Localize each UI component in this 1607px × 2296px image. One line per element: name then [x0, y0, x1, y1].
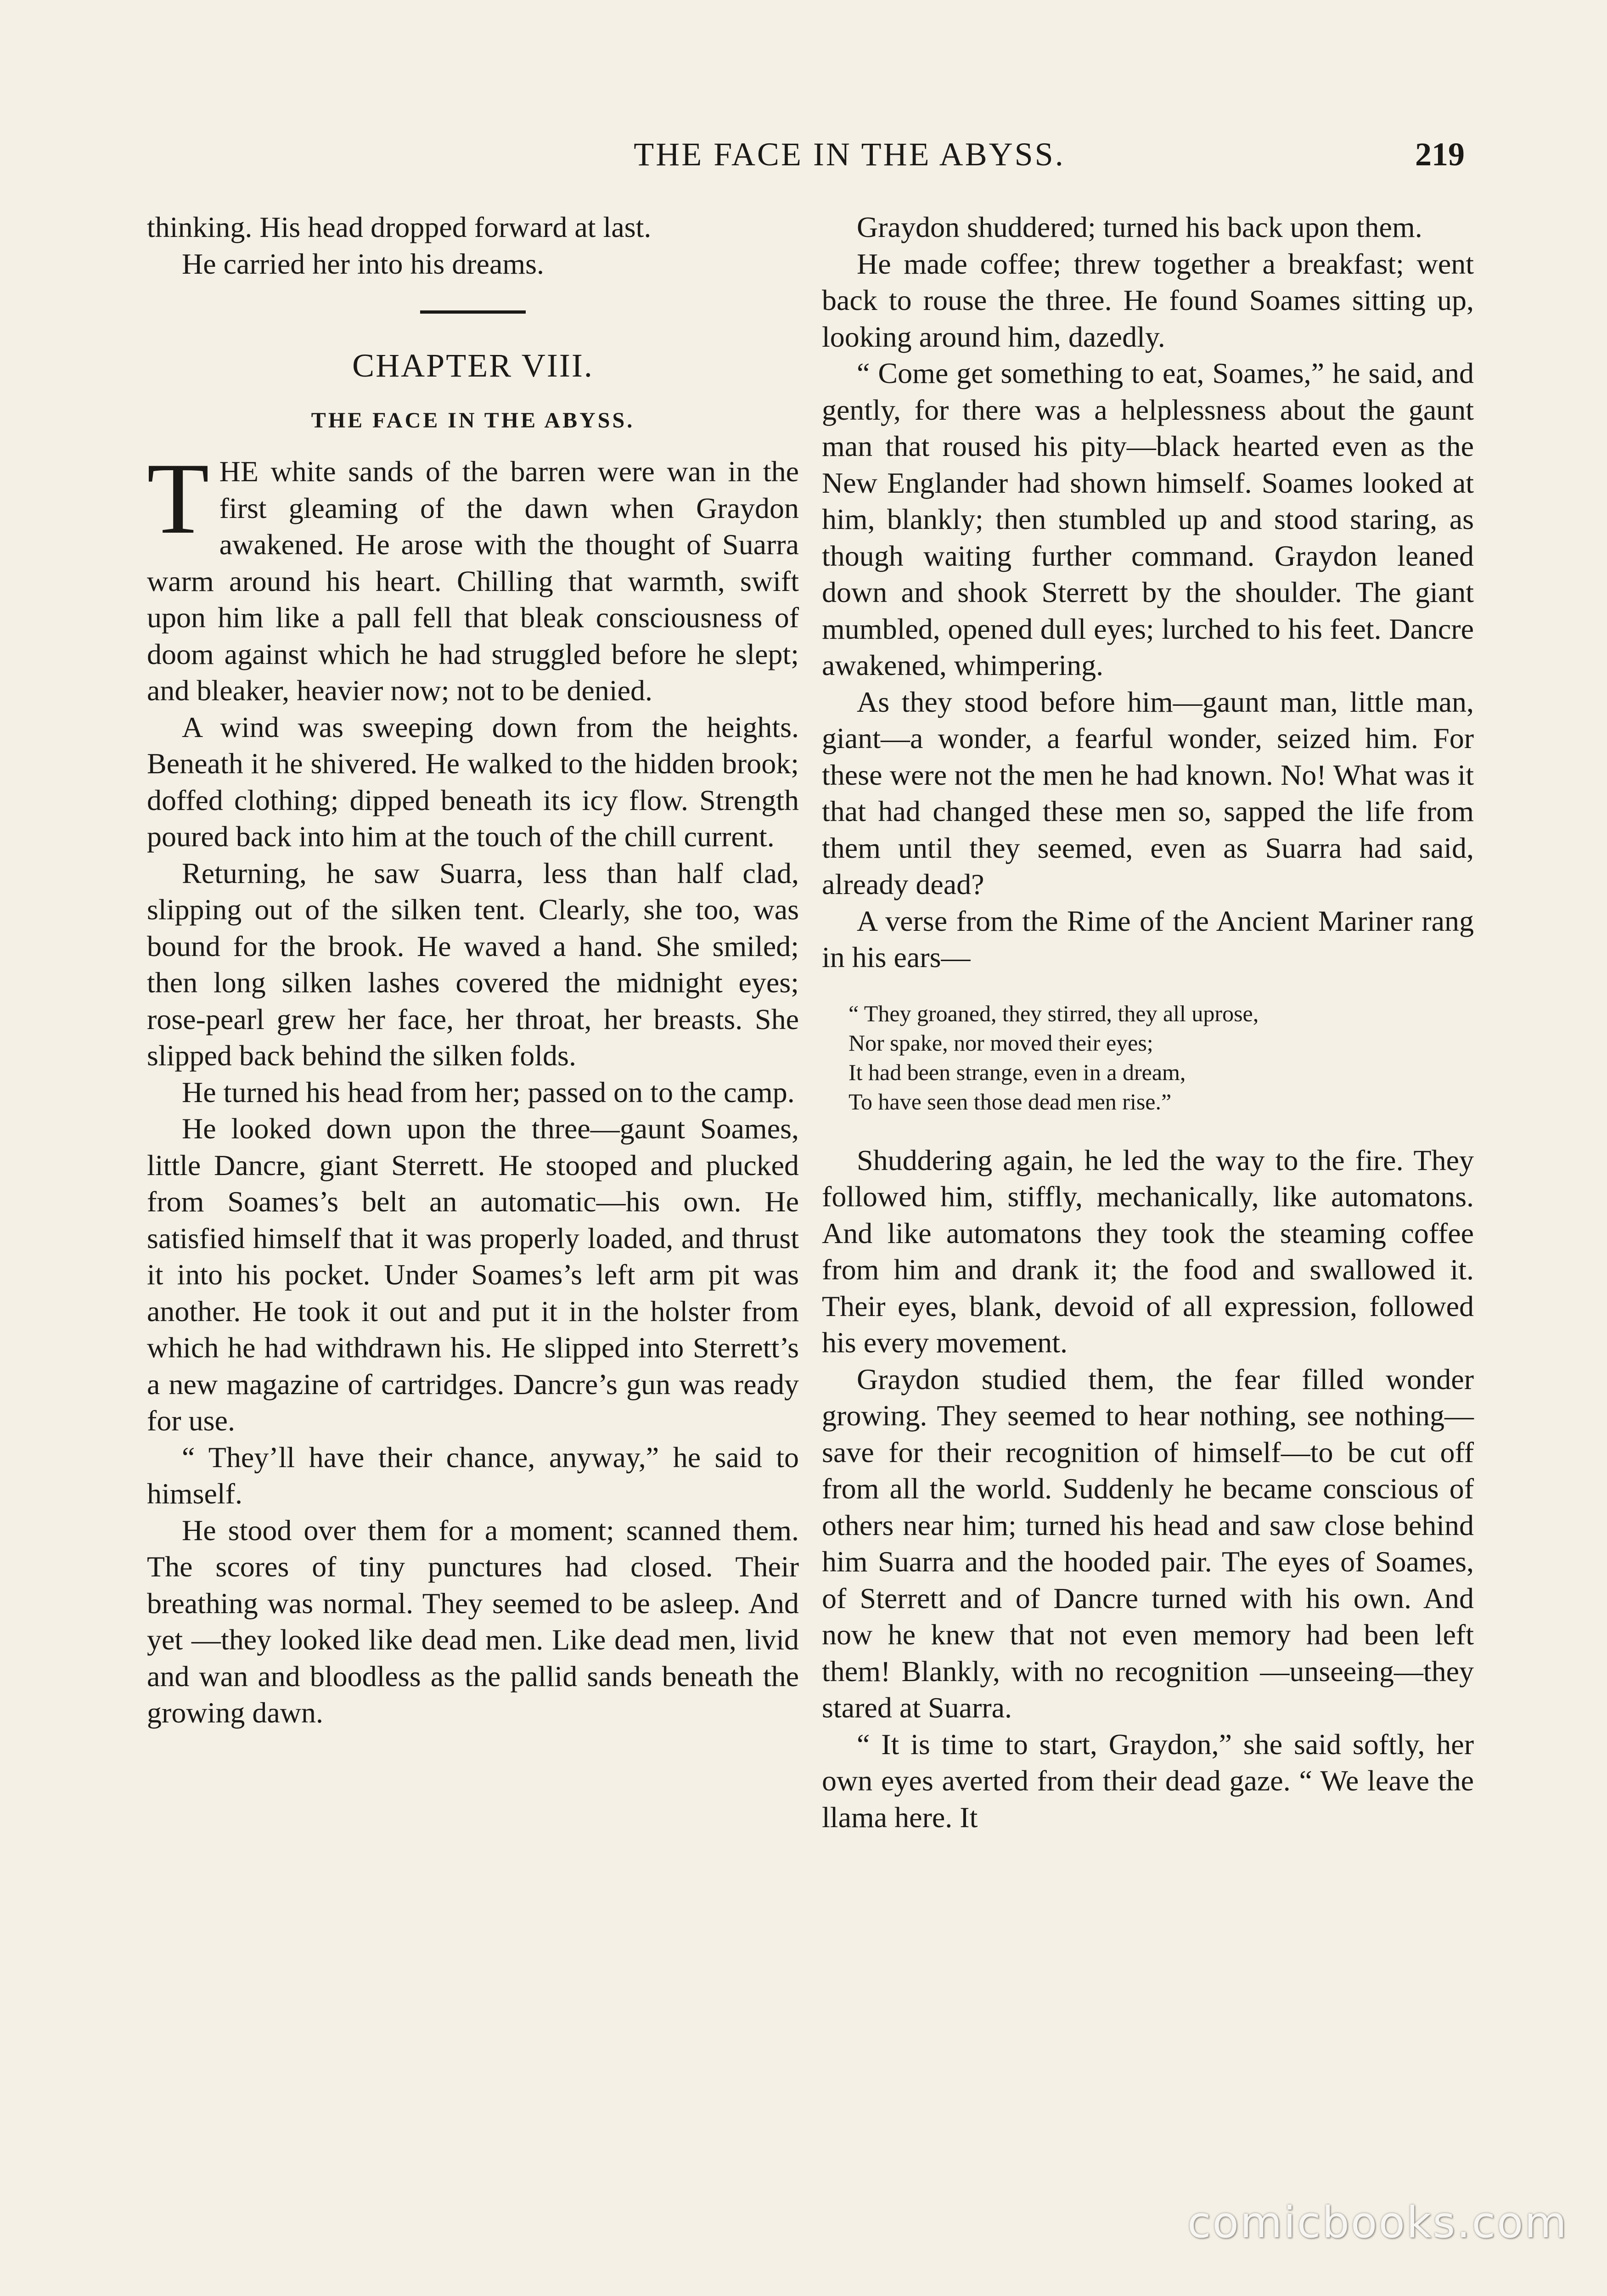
verse-line: To have seen those dead men rise.”: [848, 1088, 1172, 1114]
chapter-subtitle: THE FACE IN THE ABYSS.: [311, 408, 635, 433]
paragraph: Returning, he saw Suarra, less than half clad, slipping out of the silken tent. Clearly, she too, was bound for the brook. He waved a hand. She smiled; then long silken lashes covered the midnight eyes; rose-pearl grew her face, her throat, her breasts. She slipped back behind the silken folds.: [147, 856, 799, 1072]
paragraph: He stood over them for a moment; scanned them. The scores of tiny punctures had closed. Their breathing was normal. They seemed to be asleep. And yet —they looked like dead men. Like dead men, livid and wan and bloodless as the pallid sands beneath the growing dawn.: [147, 1514, 799, 1729]
verse-line: “ They groaned, they stirred, they all uprose,: [848, 1000, 1259, 1026]
paragraph: A verse from the Rime of the Ancient Mariner rang in his ears—: [822, 904, 1474, 974]
paragraph: As they stood before him—gaunt man, little man, giant—a wonder, a fearful wonder, seized him. For these were not the men he had known. No! What was it that had changed these men so, sapped the life from them until they seemed, even as Suarra had said, already dead?: [822, 685, 1474, 900]
running-title: THE FACE IN THE ABYSS.: [634, 136, 1065, 173]
chapter-title: CHAPTER VIII.: [352, 347, 594, 384]
watermark: comicbooks.com: [1187, 2198, 1568, 2248]
left-column: [147, 209, 799, 1731]
paragraph: “ They’ll have their chance, anyway,” he said to himself.: [147, 1441, 799, 1510]
paragraph-text: HE white sands of the barren were wan in the first gleaming of the dawn when Graydon awakened. He arose with the thought of Suarra warm around his heart. Chilling that warmth, swift upon him like a pall fell that bleak consciousness of doom against which he had struggled before he slept; and bleaker, heavier now; not to be denied.: [147, 455, 799, 707]
page-number: 219: [1415, 136, 1465, 173]
verse-quote: [848, 999, 1474, 1116]
paragraph: Graydon studied them, the fear filled wonder growing. They seemed to hear nothing, see nothing—save for their recognition of himself—to be cut off from all the world. Suddenly he became conscious of others near him; turned his head and saw close behind him Suarra and the hooded pair. The eyes of Soames, of Sterrett and of Dancre turned with his own. And now he knew that not even memory had been left them! Blankly, with no recognition —unseeing—they stared at Suarra.: [822, 1362, 1474, 1724]
paragraph: He made coffee; threw together a breakfast; went back to rouse the three. He found Soames sitting up, looking around him, dazedly.: [822, 247, 1474, 353]
verse-line: It had been strange, even in a dream,: [848, 1059, 1186, 1085]
paragraph: He looked down upon the three—gaunt Soames, little Dancre, giant Sterrett. He stooped and plucked from Soames’s belt an automatic—his own. He satisfied himself that it was properly loaded, and thrust it into his pocket. Under Soames’s left arm pit was another. He took it out and put it in the holster from which he had withdrawn his. He slipped into Sterrett’s a new magazine of cartridges. Dancre’s gun was ready for use.: [147, 1112, 799, 1437]
opening-paragraph: [147, 442, 799, 709]
drop-cap: T: [147, 442, 209, 555]
paragraph: He carried her into his dreams.: [182, 247, 545, 280]
paragraph: thinking. His head dropped forward at last.: [147, 211, 652, 243]
section-divider: [420, 310, 526, 314]
paragraph: “ Come get something to eat, Soames,” he said, and gently, for there was a helplessness about the gaunt man that roused his pity—black hearted even as the New Englander had shown himself. Soames looked at him, blankly; then stumbled up and stood staring, as though waiting further command. Graydon leaned down and shook Sterrett by the shoulder. The giant mumbled, opened dull eyes; lurched to his feet. Dancre awakened, whimpering.: [822, 357, 1474, 681]
paragraph: A wind was sweeping down from the heights. Beneath it he shivered. He walked to the hidden brook; doffed clothing; dipped beneath its icy flow. Strength poured back into him at the touch of the chill current.: [147, 710, 799, 853]
paragraph: “ It is time to start, Graydon,” she said softly, her own eyes averted from their dead gaze. “ We leave the llama here. It: [822, 1728, 1474, 1834]
verse-line: Nor spake, nor moved their eyes;: [848, 1030, 1153, 1056]
paragraph: Graydon shuddered; turned his back upon them.: [857, 211, 1422, 243]
right-column: [822, 209, 1474, 1835]
paragraph: Shuddering again, he led the way to the fire. They followed him, stiffly, mechanically, like automatons. And like automatons they took the steaming coffee from him and drank it; the food and swallowed it. Their eyes, blank, devoid of all expression, followed his every movement.: [822, 1143, 1474, 1359]
paragraph: He turned his head from her; passed on to the camp.: [182, 1075, 795, 1109]
